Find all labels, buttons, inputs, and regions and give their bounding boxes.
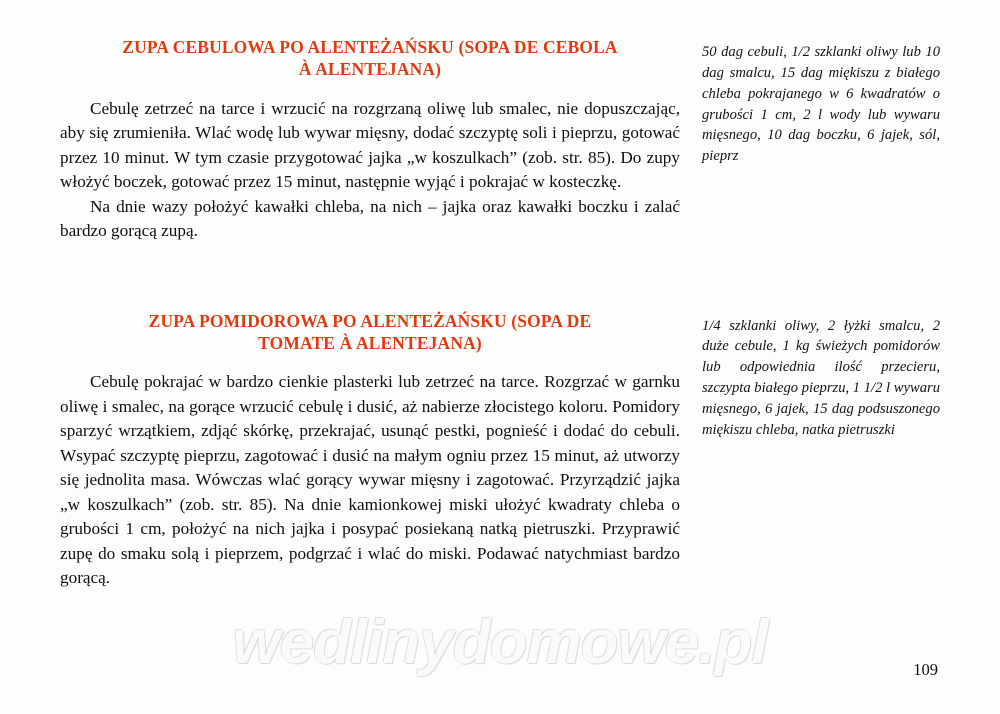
recipe-title-line-1: ZUPA POMIDOROWA PO ALENTEŻAŃSKU (SOPA DE [148,310,592,331]
site-watermark: wedlinydomowe.pl [232,608,768,677]
page-number: 109 [913,660,938,679]
recipe-paragraph: Na dnie wazy położyć kawałki chleba, na nich – jajka oraz kawałki boczku i zalać bardzo gorącą zupą. [60,196,680,241]
section-spacer [60,244,940,310]
recipe-ingredients: 50 dag cebuli, 1/2 szklanki oliwy lub 10 dag smalcu, 15 dag miękiszu z białego chleba pokrajanego w 6 kwadratów o grubości 1 cm, 2 l wody lub wywaru mięsnego, 10 dag boczku, 6 jajek, sól, pieprz [702,44,940,165]
recipe-title-line-2: TOMATE À ALENTEJANA) [258,332,482,353]
recipe-paragraph: Cebulę pokrajać w bardzo cienkie plasterki lub zetrzeć na tarce. Rozgrzać w garnku oliwę i smalec, na gorące wrzucić cebulę i dusić, aż nabierze złocistego koloru. Pomidory sparzyć wrzątkiem, zdjąć skórkę, przekrajać, usunąć pestki, pognieść i dodać do cebuli. Wsypać szczyptę pieprzu, zagotować i dusić na małym ogniu przez 15 minut, aż utworzy się jednolita masa. Wówczas wlać gorący wywar mięsny i zagotować. Przyrządzić jajka „w koszulkach” (zob. str. 85). Na dnie kamionkowej miski ułożyć kwadraty chleba o grubości 1 cm, położyć na nich jajka i posypać posiekaną natką pietruszki. Przyprawić zupę do smaku solą i pieprzem, podgrzać i wlać do miski. Podawać natychmiast bardzo gorącą. [60,372,680,588]
recipe-title [60,36,680,81]
recipe-main-column [60,36,680,244]
recipe-block-tomato-soup [60,310,940,591]
recipe-title [60,310,680,355]
recipe-block-onion-soup [60,36,940,244]
recipe-title-line-2: À ALENTEJANA) [298,59,442,80]
recipe-main-column [60,310,680,591]
recipe-title-line-1: ZUPA CEBULOWA PO ALENTEŻAŃSKU (SOPA DE CEBOLA [122,37,618,57]
recipe-paragraph: Cebulę zetrzeć na tarce i wrzucić na rozgrzaną oliwę lub smalec, nie dopuszczając, aby się zrumieniła. Wlać wodę lub wywar mięsny, dodać szczyptę soli i pieprzu, gotować przez 10 minut. W tym czasie przygotować jajka „w koszulkach” (zob. str. 85). Do zupy włożyć boczek, gotować przez 15 minut, następnie wyjąć i pokrajać w kosteczkę. [60,98,680,192]
recipe-ingredients: 1/4 szklanki oliwy, 2 łyżki smalcu, 2 duże cebule, 1 kg świeżych pomidorów lub odpowiednia ilość przecieru, szczypta białego pieprzu, 1 1/2 l wywaru mięsnego, 6 jajek, 15 dag podsuszonego miękiszu chleba, natka pietruszki [702,317,940,438]
